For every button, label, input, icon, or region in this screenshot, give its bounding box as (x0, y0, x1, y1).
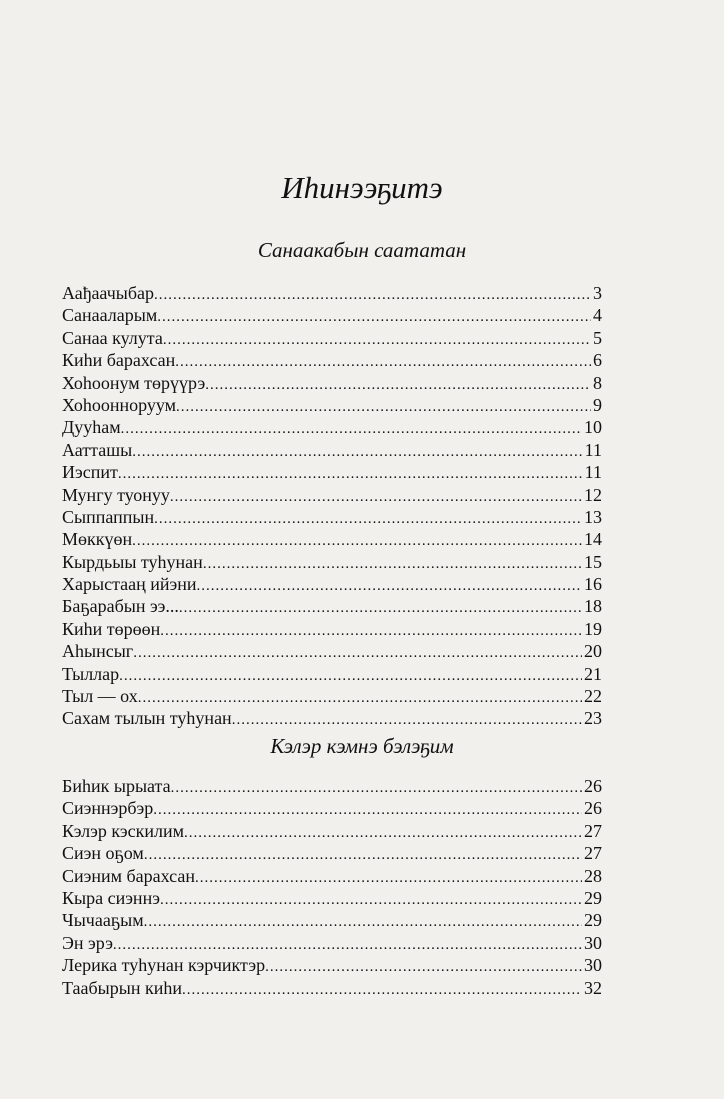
toc-entry-title: Чычааҕым (62, 910, 144, 931)
dot-leader (119, 665, 582, 687)
toc-entry-page: 19 (584, 618, 602, 639)
dot-leader (132, 530, 582, 552)
toc-entry-page: 18 (584, 596, 602, 617)
toc-entry-page: 8 (593, 372, 602, 393)
toc-entry-title: Сыппаппын (62, 506, 155, 527)
toc-entry (62, 797, 602, 819)
toc-entry (62, 484, 602, 506)
dot-leader (182, 979, 582, 1001)
toc-entry (62, 887, 602, 909)
toc-entry-title: Хоһоонум төрүүрэ (62, 372, 206, 393)
toc-entry-page: 13 (584, 506, 602, 527)
dot-leader (113, 934, 582, 956)
toc-entry (62, 842, 602, 864)
dot-leader (195, 867, 582, 889)
toc-entry-title: Сахам тылын туһунан (62, 708, 232, 729)
toc-entry-title: Таабырын киһи (62, 977, 183, 998)
dot-leader (175, 351, 591, 373)
toc-entry (62, 932, 602, 954)
toc-entry (62, 618, 602, 640)
toc-entry (62, 416, 602, 438)
toc-entry-title: Аађаачыбар (62, 283, 154, 303)
section-heading-2: Кэлэр кэмнэ бэлэҕим (270, 734, 454, 758)
toc-entry-title: Лерика туһунан кэрчиктэр (62, 955, 266, 976)
toc-entry-title: Сиэн оҕом (62, 843, 144, 864)
toc-entry-page: 29 (584, 910, 602, 931)
toc-entry (62, 640, 602, 662)
toc-list-1 (62, 282, 602, 730)
dot-leader (184, 822, 582, 844)
dot-leader (265, 956, 582, 978)
dot-leader (170, 486, 582, 508)
toc-entry (62, 282, 602, 304)
toc-entry (62, 977, 602, 999)
toc-entry-title: Киһи барахсан (62, 350, 176, 371)
toc-entry-page: 5 (593, 327, 602, 348)
dot-leader (197, 575, 582, 597)
toc-entry-page: 14 (584, 529, 602, 550)
toc-entry (62, 349, 602, 371)
toc-entry-page: 27 (584, 843, 602, 864)
toc-entry-title: Кырдьыы туһунан (62, 551, 203, 572)
dot-leader (132, 441, 582, 463)
dot-leader (179, 597, 582, 619)
dot-leader (121, 418, 582, 440)
toc-entry-title: Тыл — ох (62, 686, 138, 707)
dot-leader (205, 374, 591, 396)
dot-leader (163, 329, 591, 351)
toc-entry-title: Тыллар (62, 663, 120, 684)
toc-entry-title: Биһик ырыата (62, 776, 171, 796)
toc-entry-title: Харыстааң ийэни (62, 574, 197, 595)
toc-entry (62, 954, 602, 976)
toc-entry (62, 663, 602, 685)
toc-entry-page: 3 (593, 283, 602, 303)
toc-entry (62, 820, 602, 842)
dot-leader (176, 396, 591, 418)
toc-entry-title: Мөккүөн (62, 529, 133, 550)
toc-entry (62, 304, 602, 326)
toc-list-2 (62, 775, 602, 999)
toc-entry-title: Дууһам (62, 417, 121, 438)
toc-entry-title: Эн эрэ (62, 932, 113, 953)
toc-entry-page: 15 (584, 551, 602, 572)
dot-leader (203, 553, 582, 575)
toc-entry-title: Киһи төрөөн (62, 618, 161, 639)
dot-leader (160, 620, 582, 642)
dot-leader (154, 508, 582, 530)
toc-entry-title: Аһынсыг (62, 641, 134, 662)
toc-entry (62, 707, 602, 729)
toc-entry (62, 775, 602, 797)
toc-entry-page: 12 (584, 484, 602, 505)
toc-entry-page: 4 (593, 305, 602, 326)
toc-entry-page: 11 (584, 462, 602, 483)
toc-entry-page: 16 (584, 574, 602, 595)
toc-entry (62, 372, 602, 394)
toc-entry (62, 685, 602, 707)
toc-entry (62, 327, 602, 349)
toc-entry-page: 30 (584, 932, 602, 953)
toc-entry-page: 26 (584, 776, 602, 796)
toc-entry-page: 27 (584, 820, 602, 841)
section-heading-1: Санаакабын саататан (257, 238, 467, 262)
dot-leader (133, 642, 582, 664)
toc-entry (62, 439, 602, 461)
toc-entry (62, 909, 602, 931)
dot-leader (160, 889, 582, 911)
toc-entry-title: Баҕарабын ээ... (62, 596, 179, 617)
toc-entry-title: Санаа кулута (62, 327, 163, 348)
toc-entry-title: Сиэним барахсан (62, 865, 195, 886)
toc-entry-page: 21 (584, 663, 602, 684)
toc-entry-title: Санааларым (62, 305, 158, 326)
toc-entry-page: 26 (584, 798, 602, 819)
toc-entry-title: Сиэннэрбэр (62, 798, 154, 819)
toc-entry-title: Кэлэр кэскилим (62, 820, 184, 841)
toc-entry-title: Хоһоонноруум (62, 394, 177, 415)
toc-entry-title: Мунгу туонуу (62, 484, 170, 505)
toc-entry (62, 573, 602, 595)
toc-entry-page: 30 (584, 955, 602, 976)
toc-entry-page: 22 (584, 686, 602, 707)
dot-leader (232, 709, 582, 731)
dot-leader (154, 284, 591, 306)
dot-leader (144, 844, 582, 866)
toc-entry (62, 461, 602, 483)
toc-entry-page: 29 (584, 887, 602, 908)
dot-leader (171, 777, 582, 799)
dot-leader (118, 463, 583, 485)
toc-entry-page: 32 (584, 977, 602, 998)
dot-leader (157, 306, 591, 328)
toc-entry (62, 551, 602, 573)
toc-entry (62, 865, 602, 887)
toc-entry (62, 506, 602, 528)
toc-entry-page: 23 (584, 708, 602, 729)
page-title: Иһинээҕитэ (281, 170, 443, 205)
toc-entry (62, 528, 602, 550)
toc-entry-page: 10 (584, 417, 602, 438)
toc-entry-page: 6 (593, 350, 602, 371)
dot-leader (144, 911, 582, 933)
toc-entry-page: 11 (584, 439, 602, 460)
toc-entry-page: 28 (584, 865, 602, 886)
dot-leader (138, 687, 582, 709)
dot-leader (153, 799, 582, 821)
toc-entry-page: 20 (584, 641, 602, 662)
toc-entry (62, 394, 602, 416)
toc-entry-page: 9 (593, 394, 602, 415)
toc-entry (62, 595, 602, 617)
toc-entry-title: Аатташы (62, 439, 133, 460)
toc-entry-title: Иэспит (62, 462, 118, 483)
toc-entry-title: Кыра сиэннэ (62, 887, 160, 908)
